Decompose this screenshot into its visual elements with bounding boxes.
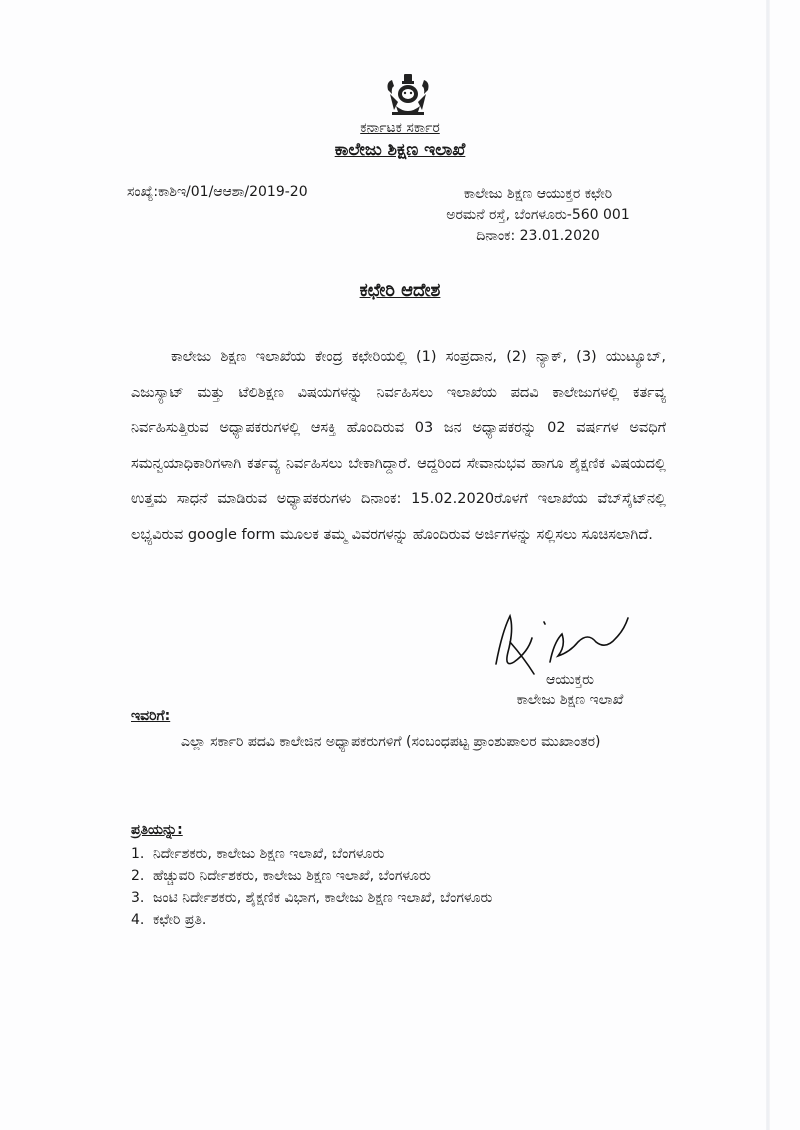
signatory-block [470,670,670,710]
order-title: ಕಛೇರಿ ಆದೇಶ [359,280,441,301]
list-item: 2. ಹೆಚ್ಚುವರಿ ನಿರ್ದೇಶಕರು, ಕಾಲೇಜು ಶಿಕ್ಷಣ ಇಲಾಖೆ, ಬೆಂಗಳೂರು [131,868,431,884]
signatory-designation: ಆಯುಕ್ತರು [545,672,595,688]
department-name: ಕಾಲೇಜು ಶಿಕ್ಷಣ ಇಲಾಖೆ [334,140,466,160]
order-date: ದಿನಾಂಕ: 23.01.2020 [476,228,600,244]
government-name: ಕರ್ನಾಟಕ ಸರ್ಕಾರ [360,120,440,136]
copies-list [131,843,492,931]
office-name: ಕಾಲೇಜು ಶಿಕ್ಷಣ ಆಯುಕ್ತರ ಕಛೇರಿ [463,186,613,202]
recipients-label: ಇವರಿಗೆ: [131,708,171,724]
list-item: 4. ಕಛೇರಿ ಪ್ರತಿ. [131,912,207,928]
list-item: 3. ಜಂಟಿ ನಿರ್ದೇಶಕರು, ಶೈಕ್ಷಣಿಕ ವಿಭಾಗ, ಕಾಲೇಜು ಶಿಕ್ಷಣ ಇಲಾಖೆ, ಬೆಂಗಳೂರು [131,890,493,906]
reference-number: ಸಂಖ್ಯೆ:ಕಾಶಿಇ/01/ಆಆಶಾ/2019-20 [127,184,308,200]
office-street: ಅರಮನೆ ರಸ್ತೆ, ಬೆಂಗಳೂರು-560 001 [446,207,630,223]
list-item: 1. ನಿರ್ದೇಶಕರು, ಕಾಲೇಜು ಶಿಕ್ಷಣ ಇಲಾಖೆ, ಬೆಂಗಳೂರು [131,846,385,862]
state-emblem-icon [382,72,434,118]
recipients-text: ಎಲ್ಲಾ ಸರ್ಕಾರಿ ಪದವಿ ಕಾಲೇಜಿನ ಅಧ್ಯಾಪಕರುಗಳಿಗೆ (ಸಂಬಂಧಪಟ್ಟ ಪ್ರಾಂಶುಪಾಲರ ಮುಖಾಂತರ) [181,734,601,750]
signatory-department: ಕಾಲೇಜು ಶಿಕ್ಷಣ ಇಲಾಖೆ [516,692,624,708]
order-body: ಕಾಲೇಜು ಶಿಕ್ಷಣ ಇಲಾಖೆಯ ಕೇಂದ್ರ ಕಛೇರಿಯಲ್ಲಿ (1) ಸಂಪ್ರದಾನ, (2) ನ್ಯಾಕ್, (3) ಯುಟ್ಯೂಬ್, ಎಜುಸ್ಯಾಟ್ ಮತ್ತು ಟೆಲಿಶಿಕ್ಷಣ ವಿಷಯಗಳನ್ನು ನಿರ್ವಹಿಸಲು ಇಲಾಖೆಯ ಪದವಿ ಕಾಲೇಜುಗಳಲ್ಲಿ ಕರ್ತವ್ಯ ನಿರ್ವಹಿಸುತ್ತಿರುವ ಅಧ್ಯಾಪಕರುಗಳಲ್ಲಿ ಆಸಕ್ತಿ ಹೊಂದಿರುವ 03 ಜನ ಅಧ್ಯಾಪಕರನ್ನು 02 ವರ್ಷಗಳ ಅವಧಿಗೆ ಸಮನ್ವಯಾಧಿಕಾರಿಗಳಾಗಿ ಕರ್ತವ್ಯ ನಿರ್ವಹಿಸಲು ಬೇಕಾಗಿದ್ದಾರೆ. ಆದ್ದರಿಂದ ಸೇವಾನುಭವ ಹಾಗೂ ಶೈಕ್ಷಣಿಕ ವಿಷಯದಲ್ಲಿ ಉತ್ತಮ ಸಾಧನೆ ಮಾಡಿರುವ ಅಧ್ಯಾಪಕರುಗಳು ದಿನಾಂಕ: 15.02.2020ರೊಳಗೆ ಇಲಾಖೆಯ ವೆಬ್‌ಸೈಟ್‌ನಲ್ಲಿ ಲಭ್ಯವಿರುವ google form ಮೂಲಕ ತಮ್ಮ ವಿವರಗಳನ್ನು ಹೊಂದಿರುವ ಅರ್ಜಿಗಳನ್ನು ಸಲ್ಲಿಸಲು ಸೂಚಿಸಲಾಗಿದೆ. [131,349,666,543]
office-address [408,184,668,247]
copies-label: ಪ್ರತಿಯನ್ನು: [131,822,183,838]
scan-edge-shadow [766,0,770,1130]
